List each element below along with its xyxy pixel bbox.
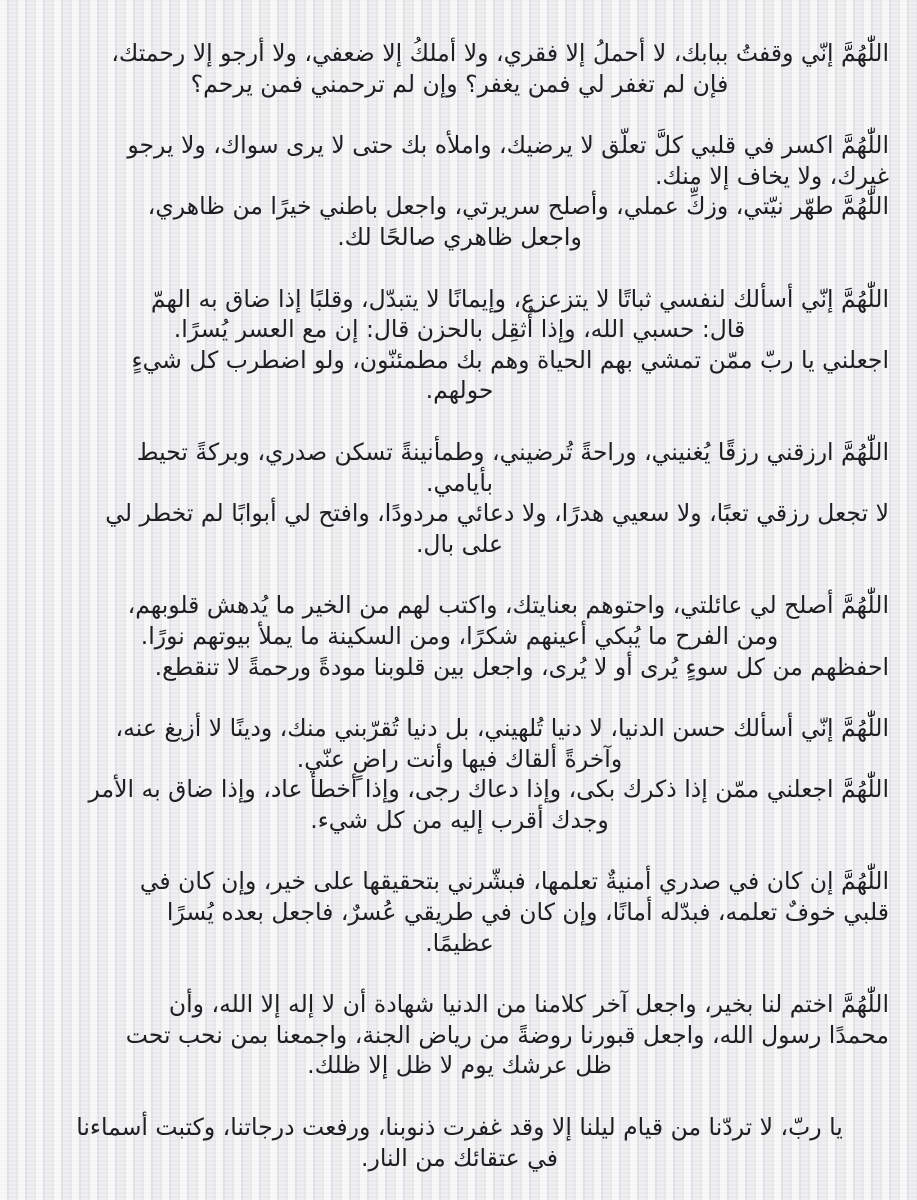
paragraph (30, 866, 889, 958)
text-line: اللّٰهُمَّ طهّر نيّتي، وزكِّ عملي، وأصلح سريرتي، واجعل باطني خيرًا من ظاهري، (147, 192, 889, 221)
text-line: على بال. (415, 529, 504, 558)
text-line: اللّٰهُمَّ أصلح لي عائلتي، واحتوهم بعنايتك، واكتب لهم من الخير ما يُدهش قلوبهم، (127, 591, 889, 620)
text-line: اللّٰهُمَّ إنّي وقفتُ ببابك، لا أحملُ إلا فقري، ولا أملكُ إلا ضعفي، ولا أرجو إلا رحمتك، (111, 39, 889, 67)
text-line: يا ربّ، لا تردّنا من قيام ليلنا إلا وقد غفرت ذنوبنا، ورفعت درجاتنا، وكتبت أسماءنا (76, 1113, 843, 1142)
text-line: وآخرةً ألقاك فيها وأنت راضٍ عنّي. (296, 744, 623, 773)
text-line: حولهم. (425, 376, 494, 405)
text-line: بأيامي. (425, 468, 494, 497)
paragraph (30, 130, 889, 252)
text-line: في عتقائك من النار. (361, 1143, 558, 1172)
text-line: اللّٰهُمَّ اختم لنا بخير، واجعل آخر كلامنا من الدنيا شهادة أن لا إله إلا الله، وأن (168, 990, 889, 1019)
text-line: غيرك، ولا يخاف إلا منك. (654, 161, 889, 190)
text-line: اجعلني يا ربّ ممّن تمشي بهم الحياة وهم بك مطمئنّون، ولو اضطرب كل شيءٍ (131, 345, 889, 374)
text-line: عظيمًا. (425, 928, 494, 957)
text-line: واجعل ظاهري صالحًا لك. (337, 222, 582, 251)
text-line: اللّٰهُمَّ إنّي أسألك لنفسي ثباتًا لا يتزعزع، وإيمانًا لا يتبدّل، وقلبًا إذا ضاق به الهمّ (150, 284, 889, 313)
paragraph (30, 38, 889, 99)
text-line: لا تجعل رزقي تعبًا، ولا سعيي هدرًا، ولا دعائي مردودًا، وافتح لي أبوابًا لم تخطر لي (105, 499, 889, 528)
text-line: اللّٰهُمَّ اجعلني ممّن إذا ذكرك بكى، وإذا دعاك رجى، وإذا أخطأ عاد، وإذا ضاق به الأمر (88, 775, 889, 804)
text-line: محمدًا رسول الله، واجعل قبورنا روضةً من رياض الجنة، واجمعنا بمن نحب تحت (125, 1020, 889, 1049)
paragraph (30, 713, 889, 835)
text-line: فإن لم تغفر لي فمن يغفر؟ وإن لم ترحمني فمن يرحم؟ (190, 69, 729, 98)
paragraph (30, 590, 889, 682)
text-line: ومن الفرح ما يُبكي أعينهم شكرًا، ومن السكينة ما يملأ بيوتهم نورًا. (140, 621, 779, 650)
text-line: قلبي خوفٌ تعلمه، فبدّله أمانًا، وإن كان في طريقي عُسرٌ، فاجعل بعده يُسرًا (166, 898, 889, 927)
paragraph (30, 989, 889, 1081)
text-line: وجدك أقرب إليه من كل شيء. (310, 805, 609, 834)
text-line: اللّٰهُمَّ اكسر في قلبي كلَّ تعلّق لا يرضيك، واملأه بك حتى لا يرى سواك، ولا يرجو (127, 131, 889, 160)
paragraph (30, 284, 889, 406)
text-line: ظل عرشك يوم لا ظل إلا ظلك. (307, 1051, 612, 1080)
text-line: اللّٰهُمَّ إن كان في صدري أمنيةٌ تعلمها، فبشّرني بتحقيقها على خير، وإن كان في (139, 867, 889, 896)
text-line: قال: حسبي الله، وإذا أُثقِل بالحزن قال: إن مع العسر يُسرًا. (173, 315, 746, 344)
text-line: اللّٰهُمَّ إنّي أسألك حسن الدنيا، لا دنيا تُلهيني، بل دنيا تُقرّبني منك، ودينًا لا أزيغ عنه، (115, 714, 889, 743)
paragraph (30, 1112, 889, 1173)
text-line: احفظهم من كل سوءٍ يُرى أو لا يُرى، واجعل بين قلوبنا مودةً ورحمةً لا تنقطع. (154, 652, 889, 681)
text-line: اللّٰهُمَّ ارزقني رزقًا يُغنيني، وراحةً تُرضيني، وطمأنينةً تسكن صدري، وبركةً تحيط (136, 437, 889, 466)
paragraph (30, 437, 889, 559)
